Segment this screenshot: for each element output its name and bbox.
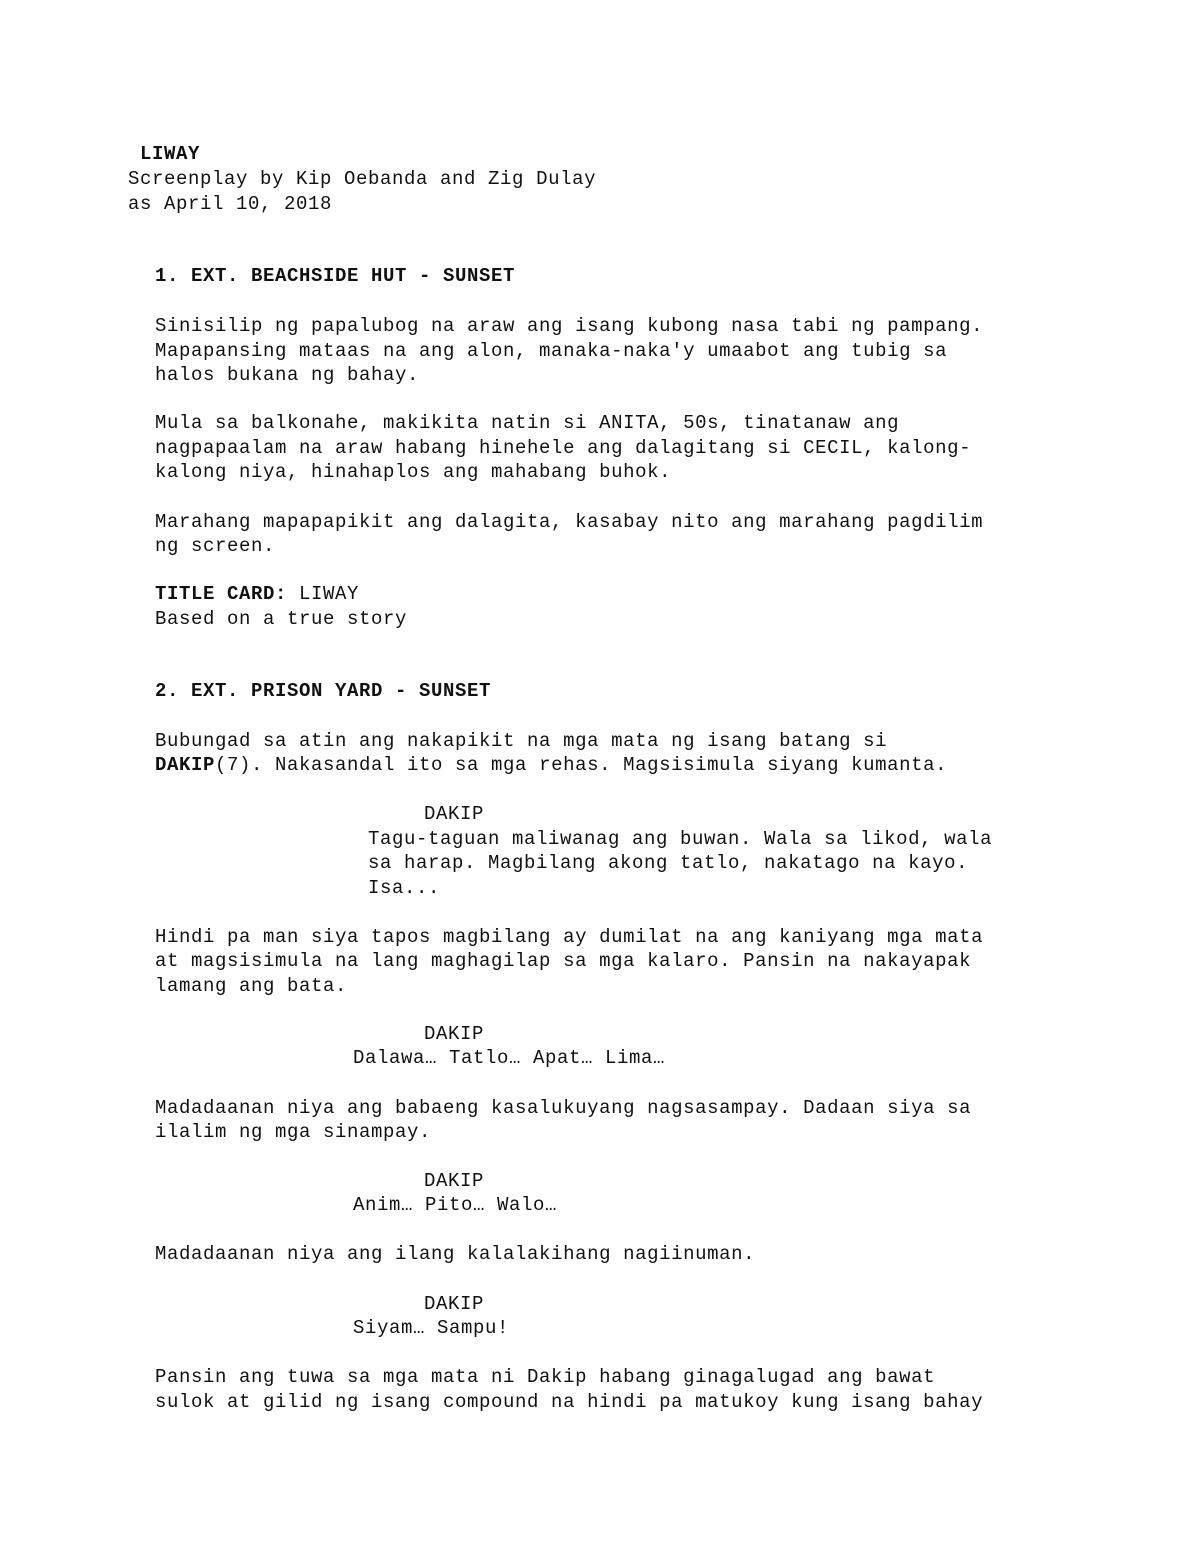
- dialogue-line: Tagu-taguan maliwanag ang buwan. Wala sa likod, wala: [368, 828, 993, 850]
- action-line: [155, 753, 947, 777]
- action-line: Hindi pa man siya tapos magbilang ay dumilat na ang kaniyang mga mata: [155, 926, 984, 948]
- screenplay-date: as April 10, 2018: [128, 193, 333, 215]
- dialogue-line: sa harap. Magbilang akong tatlo, nakatago na kayo.: [368, 852, 969, 874]
- screenplay-title: LIWAY: [140, 143, 201, 165]
- scene-heading-2: 2. EXT. PRISON YARD - SUNSET: [155, 680, 492, 702]
- dialogue-line: Siyam… Sampu!: [353, 1317, 510, 1339]
- action-line: sulok at gilid ng isang compound na hindi pa matukoy kung isang bahay: [155, 1391, 984, 1413]
- dialogue-line: Anim… Pito… Walo…: [353, 1194, 558, 1216]
- scene-heading-1: 1. EXT. BEACHSIDE HUT - SUNSET: [155, 265, 516, 287]
- character-cue: DAKIP: [424, 1023, 485, 1045]
- title-card-value: LIWAY: [287, 583, 360, 605]
- action-line: halos bukana ng bahay.: [155, 364, 420, 386]
- character-name-inline: DAKIP: [155, 754, 216, 776]
- character-cue: DAKIP: [424, 1293, 485, 1315]
- action-line: Mula sa balkonahe, makikita natin si ANITA, 50s, tinatanaw ang: [155, 412, 900, 434]
- action-line: lamang ang bata.: [155, 975, 348, 997]
- action-line: Bubungad sa atin ang nakapikit na mga mata ng isang batang si: [155, 730, 888, 752]
- action-line: at magsisimula na lang maghagilap sa mga kalaro. Pansin na nakayapak: [155, 950, 972, 972]
- dialogue-line: Dalawa… Tatlo… Apat… Lima…: [353, 1047, 666, 1069]
- action-line: Sinisilip ng papalubog na araw ang isang kubong nasa tabi ng pampang.: [155, 315, 984, 337]
- action-line: kalong niya, hinahaplos ang mahabang buhok.: [155, 461, 672, 483]
- action-line: Marahang mapapapikit ang dalagita, kasabay nito ang marahang pagdilim: [155, 511, 984, 533]
- action-line: nagpapaalam na araw habang hinehele ang dalagitang si CECIL, kalong-: [155, 437, 972, 459]
- character-cue: DAKIP: [424, 1170, 485, 1192]
- title-card-subtitle: Based on a true story: [155, 608, 408, 630]
- action-line: Madadaanan niya ang babaeng kasalukuyang nagsasampay. Dadaan siya sa: [155, 1097, 972, 1119]
- action-line: ilalim ng mga sinampay.: [155, 1121, 432, 1143]
- action-line: ng screen.: [155, 535, 276, 557]
- action-line: Madadaanan niya ang ilang kalalakihang nagiinuman.: [155, 1243, 756, 1265]
- action-line: Mapapansing mataas na ang alon, manaka-naka'y umaabot ang tubig sa: [155, 340, 948, 362]
- screenplay-byline: Screenplay by Kip Oebanda and Zig Dulay: [128, 168, 597, 190]
- action-text: (7). Nakasandal ito sa mga rehas. Magsisimula siyang kumanta.: [215, 754, 948, 776]
- action-line: Pansin ang tuwa sa mga mata ni Dakip habang ginagalugad ang bawat: [155, 1366, 936, 1388]
- title-card-label: TITLE CARD:: [155, 583, 288, 605]
- character-cue: DAKIP: [424, 803, 485, 825]
- title-card-line: [155, 582, 359, 606]
- dialogue-line: Isa...: [368, 877, 441, 899]
